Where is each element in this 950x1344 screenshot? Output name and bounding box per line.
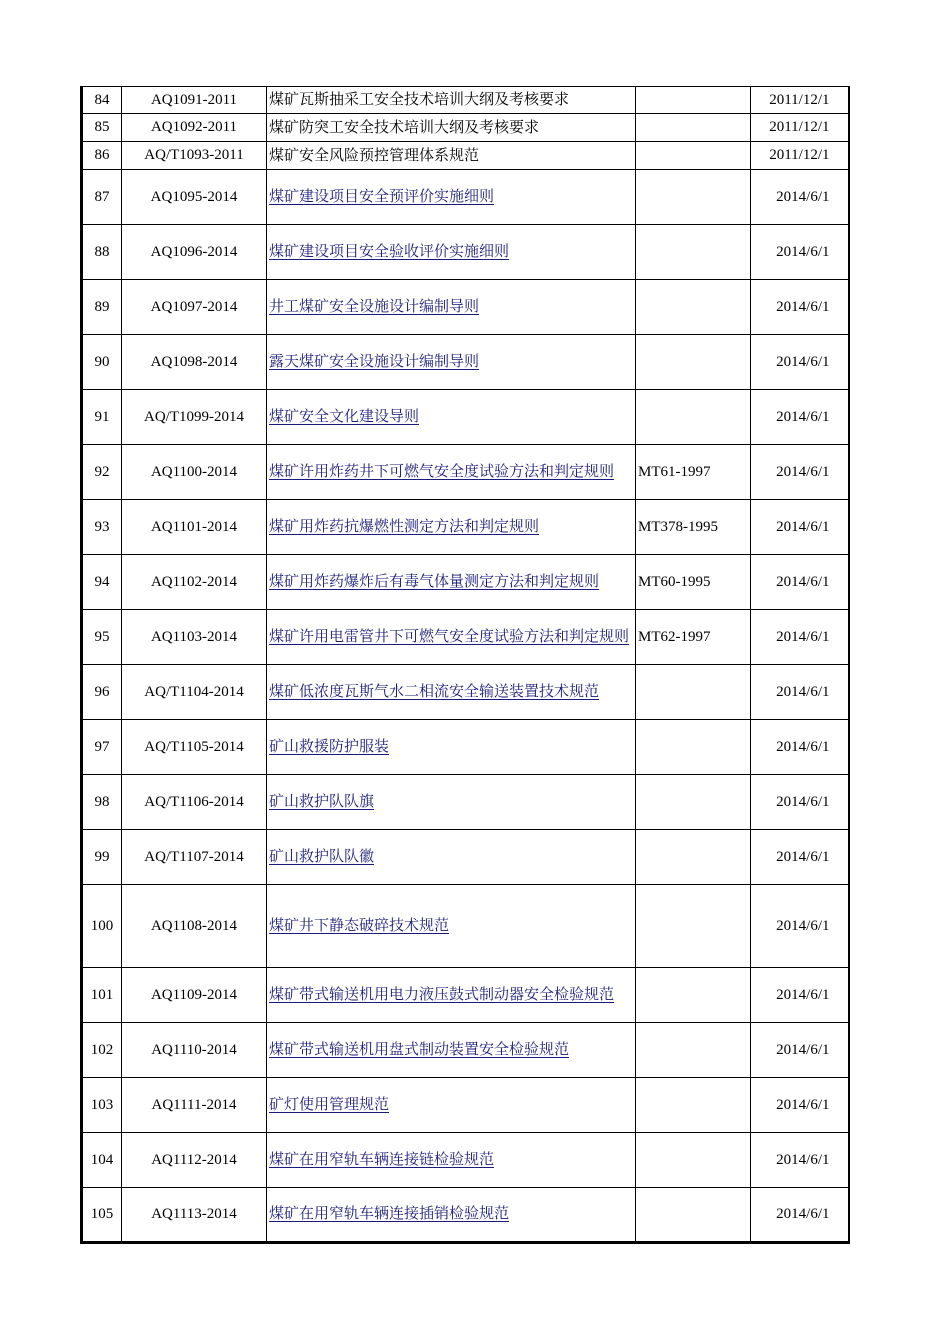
standard-code-cell: AQ1097-2014 bbox=[122, 280, 267, 335]
standard-code-cell: AQ/T1093-2011 bbox=[122, 142, 267, 170]
effective-date-cell: 2014/6/1 bbox=[751, 555, 849, 610]
standard-title-cell[interactable] bbox=[267, 225, 636, 280]
table-row bbox=[82, 114, 849, 142]
replaced-standard-cell bbox=[636, 968, 751, 1023]
standard-title-link[interactable]: 煤矿带式输送机用盘式制动装置安全检验规范 bbox=[269, 1041, 570, 1058]
table-row bbox=[82, 445, 849, 500]
standard-title-cell[interactable] bbox=[267, 390, 636, 445]
replaced-standard-cell bbox=[636, 775, 751, 830]
table-row bbox=[82, 225, 849, 280]
effective-date-cell: 2011/12/1 bbox=[751, 87, 849, 114]
table-row bbox=[82, 87, 849, 114]
standard-code-cell: AQ1098-2014 bbox=[122, 335, 267, 390]
table-row bbox=[82, 885, 849, 968]
replaced-standard-cell bbox=[636, 1188, 751, 1243]
replaced-standard-cell bbox=[636, 1078, 751, 1133]
standard-code-cell: AQ1102-2014 bbox=[122, 555, 267, 610]
table-row bbox=[82, 500, 849, 555]
effective-date-cell: 2014/6/1 bbox=[751, 390, 849, 445]
row-number-cell: 97 bbox=[82, 720, 122, 775]
standard-title-text: 煤矿瓦斯抽采工安全技术培训大纲及考核要求 bbox=[269, 92, 570, 108]
effective-date-cell: 2014/6/1 bbox=[751, 1078, 849, 1133]
replaced-standard-cell bbox=[636, 114, 751, 142]
replaced-standard-cell bbox=[636, 170, 751, 225]
table-row bbox=[82, 610, 849, 665]
effective-date-cell: 2014/6/1 bbox=[751, 885, 849, 968]
replaced-standard-cell bbox=[636, 665, 751, 720]
row-number-cell: 99 bbox=[82, 830, 122, 885]
standard-title-cell[interactable] bbox=[267, 610, 636, 665]
standard-title-link[interactable]: 矿山救护队队旗 bbox=[269, 793, 375, 810]
table-row bbox=[82, 968, 849, 1023]
effective-date-cell: 2014/6/1 bbox=[751, 968, 849, 1023]
row-number-cell: 87 bbox=[82, 170, 122, 225]
row-number-cell: 89 bbox=[82, 280, 122, 335]
replaced-standard-cell bbox=[636, 142, 751, 170]
table-row bbox=[82, 775, 849, 830]
standard-code-cell: AQ/T1105-2014 bbox=[122, 720, 267, 775]
table-row bbox=[82, 335, 849, 390]
row-number-cell: 92 bbox=[82, 445, 122, 500]
row-number-cell: 102 bbox=[82, 1023, 122, 1078]
standard-code-cell: AQ1113-2014 bbox=[122, 1188, 267, 1243]
standard-title-link[interactable]: 矿山救援防护服装 bbox=[269, 738, 390, 755]
row-number-cell: 101 bbox=[82, 968, 122, 1023]
standard-title-link[interactable]: 煤矿在用窄轨车辆连接插销检验规范 bbox=[269, 1206, 510, 1222]
effective-date-cell: 2014/6/1 bbox=[751, 500, 849, 555]
standard-title-cell[interactable] bbox=[267, 968, 636, 1023]
standard-title-link[interactable]: 井工煤矿安全设施设计编制导则 bbox=[269, 298, 480, 315]
effective-date-cell: 2014/6/1 bbox=[751, 610, 849, 665]
replaced-standard-cell: MT60-1995 bbox=[636, 555, 751, 610]
standard-title-link[interactable]: 煤矿许用电雷管井下可燃气安全度试验方法和判定规则 bbox=[269, 628, 630, 645]
effective-date-cell: 2014/6/1 bbox=[751, 280, 849, 335]
standard-code-cell: AQ/T1104-2014 bbox=[122, 665, 267, 720]
effective-date-cell: 2014/6/1 bbox=[751, 170, 849, 225]
replaced-standard-cell bbox=[636, 87, 751, 114]
replaced-standard-cell bbox=[636, 335, 751, 390]
row-number-cell: 84 bbox=[82, 87, 122, 114]
standard-title-cell[interactable] bbox=[267, 885, 636, 968]
standard-code-cell: AQ1092-2011 bbox=[122, 114, 267, 142]
standard-title-link[interactable]: 露天煤矿安全设施设计编制导则 bbox=[269, 353, 480, 370]
standard-title-text: 煤矿防突工安全技术培训大纲及考核要求 bbox=[269, 119, 540, 136]
standard-code-cell: AQ1100-2014 bbox=[122, 445, 267, 500]
row-number-cell: 103 bbox=[82, 1078, 122, 1133]
effective-date-cell: 2014/6/1 bbox=[751, 720, 849, 775]
standard-title-link[interactable]: 煤矿安全文化建设导则 bbox=[269, 408, 420, 425]
standard-title-link[interactable]: 煤矿用炸药抗爆燃性测定方法和判定规则 bbox=[269, 518, 540, 535]
standard-title-cell[interactable] bbox=[267, 1078, 636, 1133]
effective-date-cell: 2014/6/1 bbox=[751, 1188, 849, 1243]
row-number-cell: 98 bbox=[82, 775, 122, 830]
standard-code-cell: AQ1101-2014 bbox=[122, 500, 267, 555]
effective-date-cell: 2014/6/1 bbox=[751, 830, 849, 885]
replaced-standard-cell bbox=[636, 720, 751, 775]
table-row bbox=[82, 1133, 849, 1188]
standard-title-link[interactable]: 煤矿带式输送机用电力液压鼓式制动器安全检验规范 bbox=[269, 986, 615, 1003]
standard-code-cell: AQ1095-2014 bbox=[122, 170, 267, 225]
standard-title-cell[interactable] bbox=[267, 445, 636, 500]
table-row bbox=[82, 280, 849, 335]
replaced-standard-cell bbox=[636, 225, 751, 280]
replaced-standard-cell bbox=[636, 1133, 751, 1188]
row-number-cell: 105 bbox=[82, 1188, 122, 1243]
standard-title-text: 煤矿安全风险预控管理体系规范 bbox=[269, 147, 480, 164]
row-number-cell: 96 bbox=[82, 665, 122, 720]
standard-title-cell[interactable] bbox=[267, 335, 636, 390]
standard-code-cell: AQ/T1099-2014 bbox=[122, 390, 267, 445]
standards-table bbox=[80, 86, 850, 1244]
effective-date-cell: 2014/6/1 bbox=[751, 775, 849, 830]
replaced-standard-cell bbox=[636, 390, 751, 445]
effective-date-cell: 2014/6/1 bbox=[751, 225, 849, 280]
table-row bbox=[82, 1188, 849, 1243]
standard-code-cell: AQ1096-2014 bbox=[122, 225, 267, 280]
replaced-standard-cell: MT378-1995 bbox=[636, 500, 751, 555]
table-row bbox=[82, 720, 849, 775]
table-row bbox=[82, 1078, 849, 1133]
row-number-cell: 100 bbox=[82, 885, 122, 968]
table-row bbox=[82, 390, 849, 445]
standard-title-link[interactable]: 煤矿许用炸药井下可燃气安全度试验方法和判定规则 bbox=[269, 463, 615, 480]
standard-title-cell bbox=[267, 142, 636, 170]
table-row bbox=[82, 170, 849, 225]
standard-code-cell: AQ1108-2014 bbox=[122, 885, 267, 968]
standard-title-link[interactable]: 煤矿用炸药爆炸后有毒气体量测定方法和判定规则 bbox=[269, 573, 600, 590]
replaced-standard-cell bbox=[636, 280, 751, 335]
standard-code-cell: AQ1109-2014 bbox=[122, 968, 267, 1023]
effective-date-cell: 2014/6/1 bbox=[751, 335, 849, 390]
standard-title-cell[interactable] bbox=[267, 1023, 636, 1078]
standard-title-link[interactable]: 矿灯使用管理规范 bbox=[269, 1096, 390, 1113]
standard-title-cell[interactable] bbox=[267, 280, 636, 335]
standard-title-cell[interactable] bbox=[267, 775, 636, 830]
row-number-cell: 85 bbox=[82, 114, 122, 142]
table-row bbox=[82, 830, 849, 885]
replaced-standard-cell: MT61-1997 bbox=[636, 445, 751, 500]
standard-title-link[interactable]: 煤矿井下静态破碎技术规范 bbox=[269, 917, 450, 934]
standard-title-cell[interactable] bbox=[267, 720, 636, 775]
replaced-standard-cell bbox=[636, 1023, 751, 1078]
standard-title-cell[interactable] bbox=[267, 500, 636, 555]
effective-date-cell: 2011/12/1 bbox=[751, 142, 849, 170]
table-row bbox=[82, 1023, 849, 1078]
standard-title-cell[interactable] bbox=[267, 830, 636, 885]
effective-date-cell: 2014/6/1 bbox=[751, 1023, 849, 1078]
standard-title-cell[interactable] bbox=[267, 665, 636, 720]
effective-date-cell: 2011/12/1 bbox=[751, 114, 849, 142]
standard-title-link[interactable]: 煤矿低浓度瓦斯气水二相流安全输送装置技术规范 bbox=[269, 683, 600, 700]
standard-code-cell: AQ1111-2014 bbox=[122, 1078, 267, 1133]
standard-title-cell bbox=[267, 114, 636, 142]
standard-code-cell: AQ1110-2014 bbox=[122, 1023, 267, 1078]
standard-title-cell[interactable] bbox=[267, 1133, 636, 1188]
table-row bbox=[82, 142, 849, 170]
effective-date-cell: 2014/6/1 bbox=[751, 665, 849, 720]
row-number-cell: 93 bbox=[82, 500, 122, 555]
row-number-cell: 95 bbox=[82, 610, 122, 665]
row-number-cell: 91 bbox=[82, 390, 122, 445]
row-number-cell: 90 bbox=[82, 335, 122, 390]
standard-code-cell: AQ1103-2014 bbox=[122, 610, 267, 665]
standard-code-cell: AQ1112-2014 bbox=[122, 1133, 267, 1188]
replaced-standard-cell: MT62-1997 bbox=[636, 610, 751, 665]
standard-code-cell: AQ1091-2011 bbox=[122, 87, 267, 114]
replaced-standard-cell bbox=[636, 885, 751, 968]
standard-title-link[interactable]: 煤矿建设项目安全验收评价实施细则 bbox=[269, 243, 510, 260]
standard-title-cell[interactable] bbox=[267, 555, 636, 610]
standard-title-cell[interactable] bbox=[267, 170, 636, 225]
replaced-standard-cell bbox=[636, 830, 751, 885]
standard-title-link[interactable]: 煤矿建设项目安全预评价实施细则 bbox=[269, 188, 495, 205]
row-number-cell: 86 bbox=[82, 142, 122, 170]
standard-code-cell: AQ/T1107-2014 bbox=[122, 830, 267, 885]
table-row bbox=[82, 555, 849, 610]
standard-title-cell bbox=[267, 87, 636, 114]
effective-date-cell: 2014/6/1 bbox=[751, 445, 849, 500]
effective-date-cell: 2014/6/1 bbox=[751, 1133, 849, 1188]
row-number-cell: 104 bbox=[82, 1133, 122, 1188]
standard-code-cell: AQ/T1106-2014 bbox=[122, 775, 267, 830]
row-number-cell: 94 bbox=[82, 555, 122, 610]
standards-table-body bbox=[82, 87, 849, 1243]
row-number-cell: 88 bbox=[82, 225, 122, 280]
table-row bbox=[82, 665, 849, 720]
standard-title-cell[interactable] bbox=[267, 1188, 636, 1243]
standard-title-link[interactable]: 煤矿在用窄轨车辆连接链检验规范 bbox=[269, 1151, 495, 1168]
standard-title-link[interactable]: 矿山救护队队徽 bbox=[269, 848, 375, 865]
